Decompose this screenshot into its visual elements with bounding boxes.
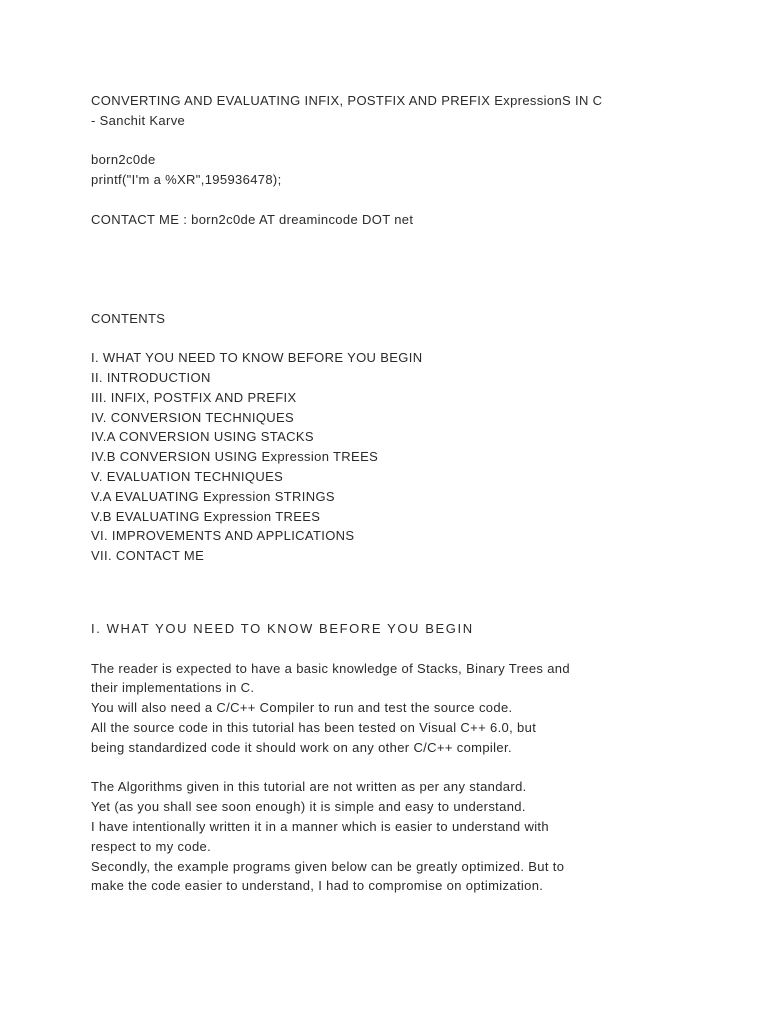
contents-item: I. WHAT YOU NEED TO KNOW BEFORE YOU BEGIN (91, 350, 423, 366)
paragraph-line: All the source code in this tutorial has been tested on Visual C++ 6.0, but (91, 719, 537, 735)
paragraph-line: respect to my code. (91, 838, 212, 854)
contents-item: VI. IMPROVEMENTS AND APPLICATIONS (91, 528, 355, 544)
document-title: CONVERTING AND EVALUATING INFIX, POSTFIX AND PREFIX ExpressionS IN C (91, 93, 603, 108)
paragraph-line: make the code easier to understand, I had to compromise on optimization. (91, 878, 544, 894)
section-paragraph (91, 777, 731, 896)
paragraph-line: their implementations in C. (91, 680, 255, 696)
printf-line: printf("I'm a %XR",195936478); (91, 172, 282, 188)
contents-item: IV. CONVERSION TECHNIQUES (91, 409, 295, 425)
document-page (91, 91, 731, 896)
paragraph-line: being standardized code it should work on any other C/C++ compiler. (91, 739, 512, 755)
contents-item: V. EVALUATION TECHNIQUES (91, 468, 284, 484)
contents-item: II. INTRODUCTION (91, 369, 211, 385)
paragraph-line: I have intentionally written it in a manner which is easier to understand with (91, 818, 549, 834)
document-author: - Sanchit Karve (91, 112, 186, 128)
paragraph-line: You will also need a C/C++ Compiler to run and test the source code. (91, 700, 513, 716)
author-handle: born2c0de (91, 152, 156, 168)
contents-item: IV.A CONVERSION USING STACKS (91, 429, 314, 445)
paragraph-line: Yet (as you shall see soon enough) it is simple and easy to understand. (91, 799, 526, 815)
contents-item: III. INFIX, POSTFIX AND PREFIX (91, 389, 297, 405)
paragraph-line: Secondly, the example programs given below can be greatly optimized. But to (91, 858, 565, 874)
contents-item: VII. CONTACT ME (91, 548, 205, 564)
contents-item: IV.B CONVERSION USING Expression TREES (91, 449, 379, 465)
contact-line: CONTACT ME : born2c0de AT dreamincode DOT net (91, 211, 414, 227)
section-heading: I. WHAT YOU NEED TO KNOW BEFORE YOU BEGIN (91, 620, 474, 636)
contents-list (91, 348, 731, 566)
contents-item: V.B EVALUATING Expression TREES (91, 508, 321, 524)
paragraph-line: The reader is expected to have a basic knowledge of Stacks, Binary Trees and (91, 660, 570, 676)
paragraph-line: The Algorithms given in this tutorial are not written as per any standard. (91, 779, 527, 795)
section-paragraph (91, 659, 731, 758)
contents-heading: CONTENTS (91, 310, 166, 326)
contents-item: V.A EVALUATING Expression STRINGS (91, 488, 335, 504)
